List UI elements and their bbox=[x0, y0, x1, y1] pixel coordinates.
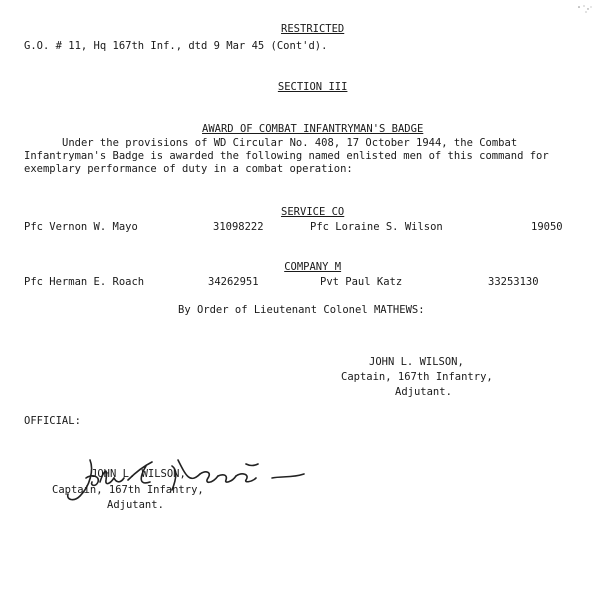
section-subtitle-text: AWARD OF COMBAT INFANTRYMAN'S BADGE bbox=[202, 123, 424, 135]
entry-serial: 34262951 bbox=[208, 276, 259, 288]
entry-serial: 33253130 bbox=[488, 276, 539, 288]
entry-name: Pfc Vernon W. Mayo bbox=[24, 221, 138, 233]
entry-name: Pfc Loraine S. Wilson bbox=[310, 221, 443, 233]
section-title-text: SECTION III bbox=[277, 81, 348, 93]
body-paragraph bbox=[24, 137, 572, 176]
unit-heading-text: SERVICE CO bbox=[281, 206, 345, 218]
order-reference: G.O. # 11, Hq 167th Inf., dtd 9 Mar 45 (Cont'd). bbox=[24, 40, 328, 52]
official-name: JOHN L. WILSON, bbox=[91, 468, 186, 480]
official-label: OFFICIAL: bbox=[24, 415, 81, 427]
handwritten-signature bbox=[60, 430, 310, 534]
classification-text: RESTRICTED bbox=[281, 23, 345, 35]
signer-title: Captain, 167th Infantry, bbox=[341, 371, 493, 383]
body-paragraph-text: Under the provisions of WD Circular No. 408, 17 October 1944, the Combat Infantryman's Badge is awarded the following named enlisted men of this command for exemplary performance of duty in a combat operation: bbox=[24, 137, 549, 175]
official-title: Captain, 167th Infantry, bbox=[52, 484, 204, 496]
by-order-line: By Order of Lieutenant Colonel MATHEWS: bbox=[178, 304, 425, 316]
entry-name: Pfc Herman E. Roach bbox=[24, 276, 145, 288]
entry-serial: 19050 bbox=[531, 221, 563, 233]
signer-name: JOHN L. WILSON, bbox=[369, 356, 464, 368]
official-role: Adjutant. bbox=[107, 499, 164, 511]
signer-role: Adjutant. bbox=[395, 386, 452, 398]
entry-serial: 31098222 bbox=[213, 221, 264, 233]
entry-name: Pvt Paul Katz bbox=[320, 276, 403, 288]
section-title bbox=[0, 68, 600, 107]
unit-heading-text: COMPANY M bbox=[284, 261, 342, 273]
